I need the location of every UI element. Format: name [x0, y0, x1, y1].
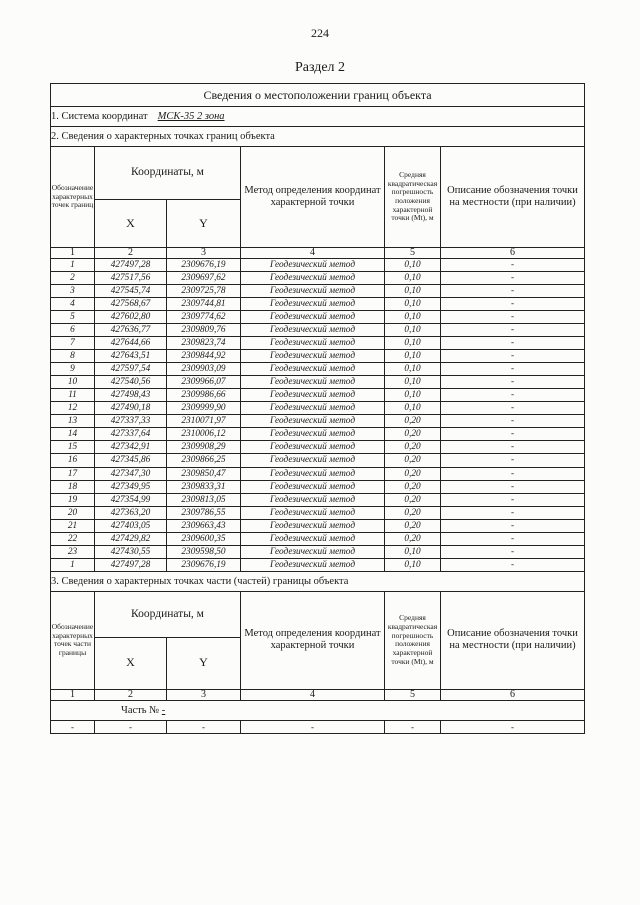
point-y: 2309908,29	[167, 441, 241, 454]
point-y: 2309833,31	[167, 480, 241, 493]
point-method: Геодезический метод	[241, 493, 385, 506]
table-row	[51, 298, 585, 311]
point-y: 2309823,74	[167, 337, 241, 350]
point-y: 2310006,12	[167, 428, 241, 441]
header-method: Метод определения координат характерной точки	[241, 147, 385, 248]
point-accuracy: 0,20	[385, 519, 441, 532]
column-number: 1	[51, 248, 95, 259]
point-x: 427490,18	[95, 402, 167, 415]
part-number-row	[51, 700, 585, 720]
table-row	[51, 506, 585, 519]
column-number-row	[51, 248, 585, 259]
point-x: 427430,55	[95, 545, 167, 558]
point-y: 2309676,19	[167, 558, 241, 571]
table-row	[51, 285, 585, 298]
part-cell: -	[51, 720, 95, 733]
point-y: 2310071,97	[167, 415, 241, 428]
point-x: 427337,33	[95, 415, 167, 428]
point-accuracy: 0,10	[385, 545, 441, 558]
point-description: -	[441, 350, 585, 363]
point-description: -	[441, 311, 585, 324]
point-y: 2309844,92	[167, 350, 241, 363]
point-description: -	[441, 376, 585, 389]
point-method: Геодезический метод	[241, 480, 385, 493]
point-description: -	[441, 519, 585, 532]
coordinate-system-row	[51, 107, 585, 127]
point-description: -	[441, 545, 585, 558]
point-accuracy: 0,10	[385, 259, 441, 272]
point-method: Геодезический метод	[241, 272, 385, 285]
column-number: 6	[441, 248, 585, 259]
table-title: Сведения о местоположении границ объекта	[51, 84, 585, 107]
point-accuracy: 0,20	[385, 428, 441, 441]
section-title: Раздел 2	[294, 60, 346, 75]
point-x: 427354,99	[95, 493, 167, 506]
column-number: 4	[241, 689, 385, 700]
point-accuracy: 0,10	[385, 402, 441, 415]
point-method: Геодезический метод	[241, 259, 385, 272]
part-cell: -	[95, 720, 167, 733]
table-row	[51, 532, 585, 545]
point-accuracy: 0,20	[385, 415, 441, 428]
point-number: 10	[51, 376, 95, 389]
point-accuracy: 0,20	[385, 480, 441, 493]
table-row	[51, 272, 585, 285]
point-number: 22	[51, 532, 95, 545]
header-part-description: Описание обозначения точки на местности (при наличии)	[441, 591, 585, 689]
table-row	[51, 519, 585, 532]
point-method: Геодезический метод	[241, 467, 385, 480]
column-number: 3	[167, 689, 241, 700]
point-method: Геодезический метод	[241, 415, 385, 428]
header-description: Описание обозначения точки на местности (при наличии)	[441, 147, 585, 248]
point-method: Геодезический метод	[241, 298, 385, 311]
point-x: 427403,05	[95, 519, 167, 532]
header-part-coordinates: Координаты, м	[95, 591, 241, 637]
point-x: 427643,51	[95, 350, 167, 363]
table-row	[51, 545, 585, 558]
table-row	[51, 454, 585, 467]
point-method: Геодезический метод	[241, 311, 385, 324]
column-number: 3	[167, 248, 241, 259]
point-x: 427568,67	[95, 298, 167, 311]
point-x: 427498,43	[95, 389, 167, 402]
point-method: Геодезический метод	[241, 324, 385, 337]
point-y: 2309999,90	[167, 402, 241, 415]
table-row	[51, 389, 585, 402]
header-part-method: Метод определения координат характерной точки	[241, 591, 385, 689]
table-row	[51, 259, 585, 272]
header-coordinates: Координаты, м	[95, 147, 241, 200]
table-row	[51, 337, 585, 350]
point-number: 9	[51, 363, 95, 376]
column-number: 2	[95, 248, 167, 259]
table-row	[51, 493, 585, 506]
point-x: 427517,56	[95, 272, 167, 285]
point-method: Геодезический метод	[241, 402, 385, 415]
table-row	[51, 311, 585, 324]
point-description: -	[441, 337, 585, 350]
point-accuracy: 0,10	[385, 350, 441, 363]
table-row	[51, 350, 585, 363]
point-number: 3	[51, 285, 95, 298]
point-number: 8	[51, 350, 95, 363]
point-x: 427429,82	[95, 532, 167, 545]
boundary-table	[50, 83, 585, 734]
point-accuracy: 0,10	[385, 337, 441, 350]
point-method: Геодезический метод	[241, 363, 385, 376]
coordinate-system-label: 1. Система координат	[51, 111, 148, 122]
part-data-row	[51, 720, 585, 733]
point-accuracy: 0,10	[385, 389, 441, 402]
table-row	[51, 441, 585, 454]
point-number: 5	[51, 311, 95, 324]
point-accuracy: 0,20	[385, 532, 441, 545]
part-cell: -	[241, 720, 385, 733]
point-accuracy: 0,10	[385, 376, 441, 389]
point-y: 2309786,55	[167, 506, 241, 519]
point-description: -	[441, 298, 585, 311]
table-row	[51, 467, 585, 480]
point-description: -	[441, 415, 585, 428]
point-x: 427349,95	[95, 480, 167, 493]
point-method: Геодезический метод	[241, 545, 385, 558]
point-x: 427644,66	[95, 337, 167, 350]
point-number: 4	[51, 298, 95, 311]
point-number: 11	[51, 389, 95, 402]
point-x: 427497,28	[95, 558, 167, 571]
subsection-2-title: 2. Сведения о характерных точках границ объекта	[51, 127, 585, 147]
point-accuracy: 0,10	[385, 363, 441, 376]
column-number: 5	[385, 248, 441, 259]
point-number: 15	[51, 441, 95, 454]
point-description: -	[441, 467, 585, 480]
point-y: 2309697,62	[167, 272, 241, 285]
point-x: 427597,54	[95, 363, 167, 376]
subsection-3-title: 3. Сведения о характерных точках части (частей) границы объекта	[51, 571, 585, 591]
point-x: 427636,77	[95, 324, 167, 337]
point-accuracy: 0,20	[385, 467, 441, 480]
point-number: 2	[51, 272, 95, 285]
point-y: 2309725,78	[167, 285, 241, 298]
point-accuracy: 0,10	[385, 324, 441, 337]
point-method: Геодезический метод	[241, 285, 385, 298]
header-part-y: Y	[167, 637, 241, 689]
point-number: 23	[51, 545, 95, 558]
point-number: 6	[51, 324, 95, 337]
point-number: 21	[51, 519, 95, 532]
point-description: -	[441, 363, 585, 376]
point-method: Геодезический метод	[241, 389, 385, 402]
point-accuracy: 0,10	[385, 311, 441, 324]
part-number: -	[161, 704, 166, 716]
point-number: 1	[51, 558, 95, 571]
page-number: 224	[311, 26, 329, 40]
point-y: 2309850,47	[167, 467, 241, 480]
point-description: -	[441, 402, 585, 415]
point-number: 17	[51, 467, 95, 480]
point-number: 12	[51, 402, 95, 415]
part-cell: -	[167, 720, 241, 733]
point-accuracy: 0,10	[385, 298, 441, 311]
table-row	[51, 428, 585, 441]
point-y: 2309663,43	[167, 519, 241, 532]
table-row	[51, 376, 585, 389]
point-y: 2309744,81	[167, 298, 241, 311]
point-method: Геодезический метод	[241, 454, 385, 467]
part-label: Часть №	[121, 704, 162, 716]
table-row	[51, 480, 585, 493]
point-number: 16	[51, 454, 95, 467]
point-accuracy: 0,10	[385, 272, 441, 285]
point-accuracy: 0,10	[385, 558, 441, 571]
point-method: Геодезический метод	[241, 558, 385, 571]
column-number: 1	[51, 689, 95, 700]
point-y: 2309774,62	[167, 311, 241, 324]
point-number: 19	[51, 493, 95, 506]
header-x: X	[95, 200, 167, 248]
point-description: -	[441, 506, 585, 519]
point-method: Геодезический метод	[241, 519, 385, 532]
point-x: 427342,91	[95, 441, 167, 454]
point-description: -	[441, 389, 585, 402]
point-method: Геодезический метод	[241, 428, 385, 441]
point-accuracy: 0,20	[385, 506, 441, 519]
table-row	[51, 363, 585, 376]
point-description: -	[441, 259, 585, 272]
point-description: -	[441, 428, 585, 441]
point-y: 2309986,66	[167, 389, 241, 402]
point-accuracy: 0,20	[385, 441, 441, 454]
point-x: 427337,64	[95, 428, 167, 441]
point-number: 14	[51, 428, 95, 441]
point-number: 7	[51, 337, 95, 350]
table-row	[51, 415, 585, 428]
header-point-name: Обозначение характерных точек границ	[51, 147, 95, 248]
point-number: 20	[51, 506, 95, 519]
header-accuracy: Средняя квадратическая погрешность положения характерной точки (Mt), м	[385, 147, 441, 248]
point-method: Геодезический метод	[241, 350, 385, 363]
point-y: 2309676,19	[167, 259, 241, 272]
point-y: 2309598,50	[167, 545, 241, 558]
point-accuracy: 0,20	[385, 454, 441, 467]
point-description: -	[441, 480, 585, 493]
header-part-x: X	[95, 637, 167, 689]
point-description: -	[441, 558, 585, 571]
point-number: 18	[51, 480, 95, 493]
point-accuracy: 0,10	[385, 285, 441, 298]
point-method: Геодезический метод	[241, 532, 385, 545]
header-y: Y	[167, 200, 241, 248]
point-description: -	[441, 454, 585, 467]
column-number: 4	[241, 248, 385, 259]
point-x: 427545,74	[95, 285, 167, 298]
part-column-number-row	[51, 689, 585, 700]
column-number: 6	[441, 689, 585, 700]
point-y: 2309600,35	[167, 532, 241, 545]
point-number: 1	[51, 259, 95, 272]
table-row	[51, 324, 585, 337]
point-number: 13	[51, 415, 95, 428]
point-description: -	[441, 272, 585, 285]
point-method: Геодезический метод	[241, 337, 385, 350]
point-y: 2309813,05	[167, 493, 241, 506]
part-cell: -	[385, 720, 441, 733]
point-description: -	[441, 532, 585, 545]
point-accuracy: 0,20	[385, 493, 441, 506]
point-x: 427345,86	[95, 454, 167, 467]
column-number: 5	[385, 689, 441, 700]
point-y: 2309866,25	[167, 454, 241, 467]
column-number: 2	[95, 689, 167, 700]
point-y: 2309809,76	[167, 324, 241, 337]
point-method: Геодезический метод	[241, 441, 385, 454]
point-method: Геодезический метод	[241, 376, 385, 389]
point-description: -	[441, 324, 585, 337]
point-method: Геодезический метод	[241, 506, 385, 519]
point-x: 427497,28	[95, 259, 167, 272]
header-part-accuracy: Средняя квадратическая погрешность положения характерной точки (Mt), м	[385, 591, 441, 689]
point-x: 427347,30	[95, 467, 167, 480]
point-x: 427602,80	[95, 311, 167, 324]
point-x: 427540,56	[95, 376, 167, 389]
point-description: -	[441, 285, 585, 298]
header-part-point-name: Обозначение характерных точек части границы	[51, 591, 95, 689]
point-x: 427363,20	[95, 506, 167, 519]
table-row	[51, 558, 585, 571]
point-description: -	[441, 441, 585, 454]
table-row	[51, 402, 585, 415]
coordinate-system-value: МСК-35 2 зона	[157, 111, 225, 122]
part-cell: -	[441, 720, 585, 733]
point-description: -	[441, 493, 585, 506]
point-y: 2309966,07	[167, 376, 241, 389]
point-y: 2309903,09	[167, 363, 241, 376]
